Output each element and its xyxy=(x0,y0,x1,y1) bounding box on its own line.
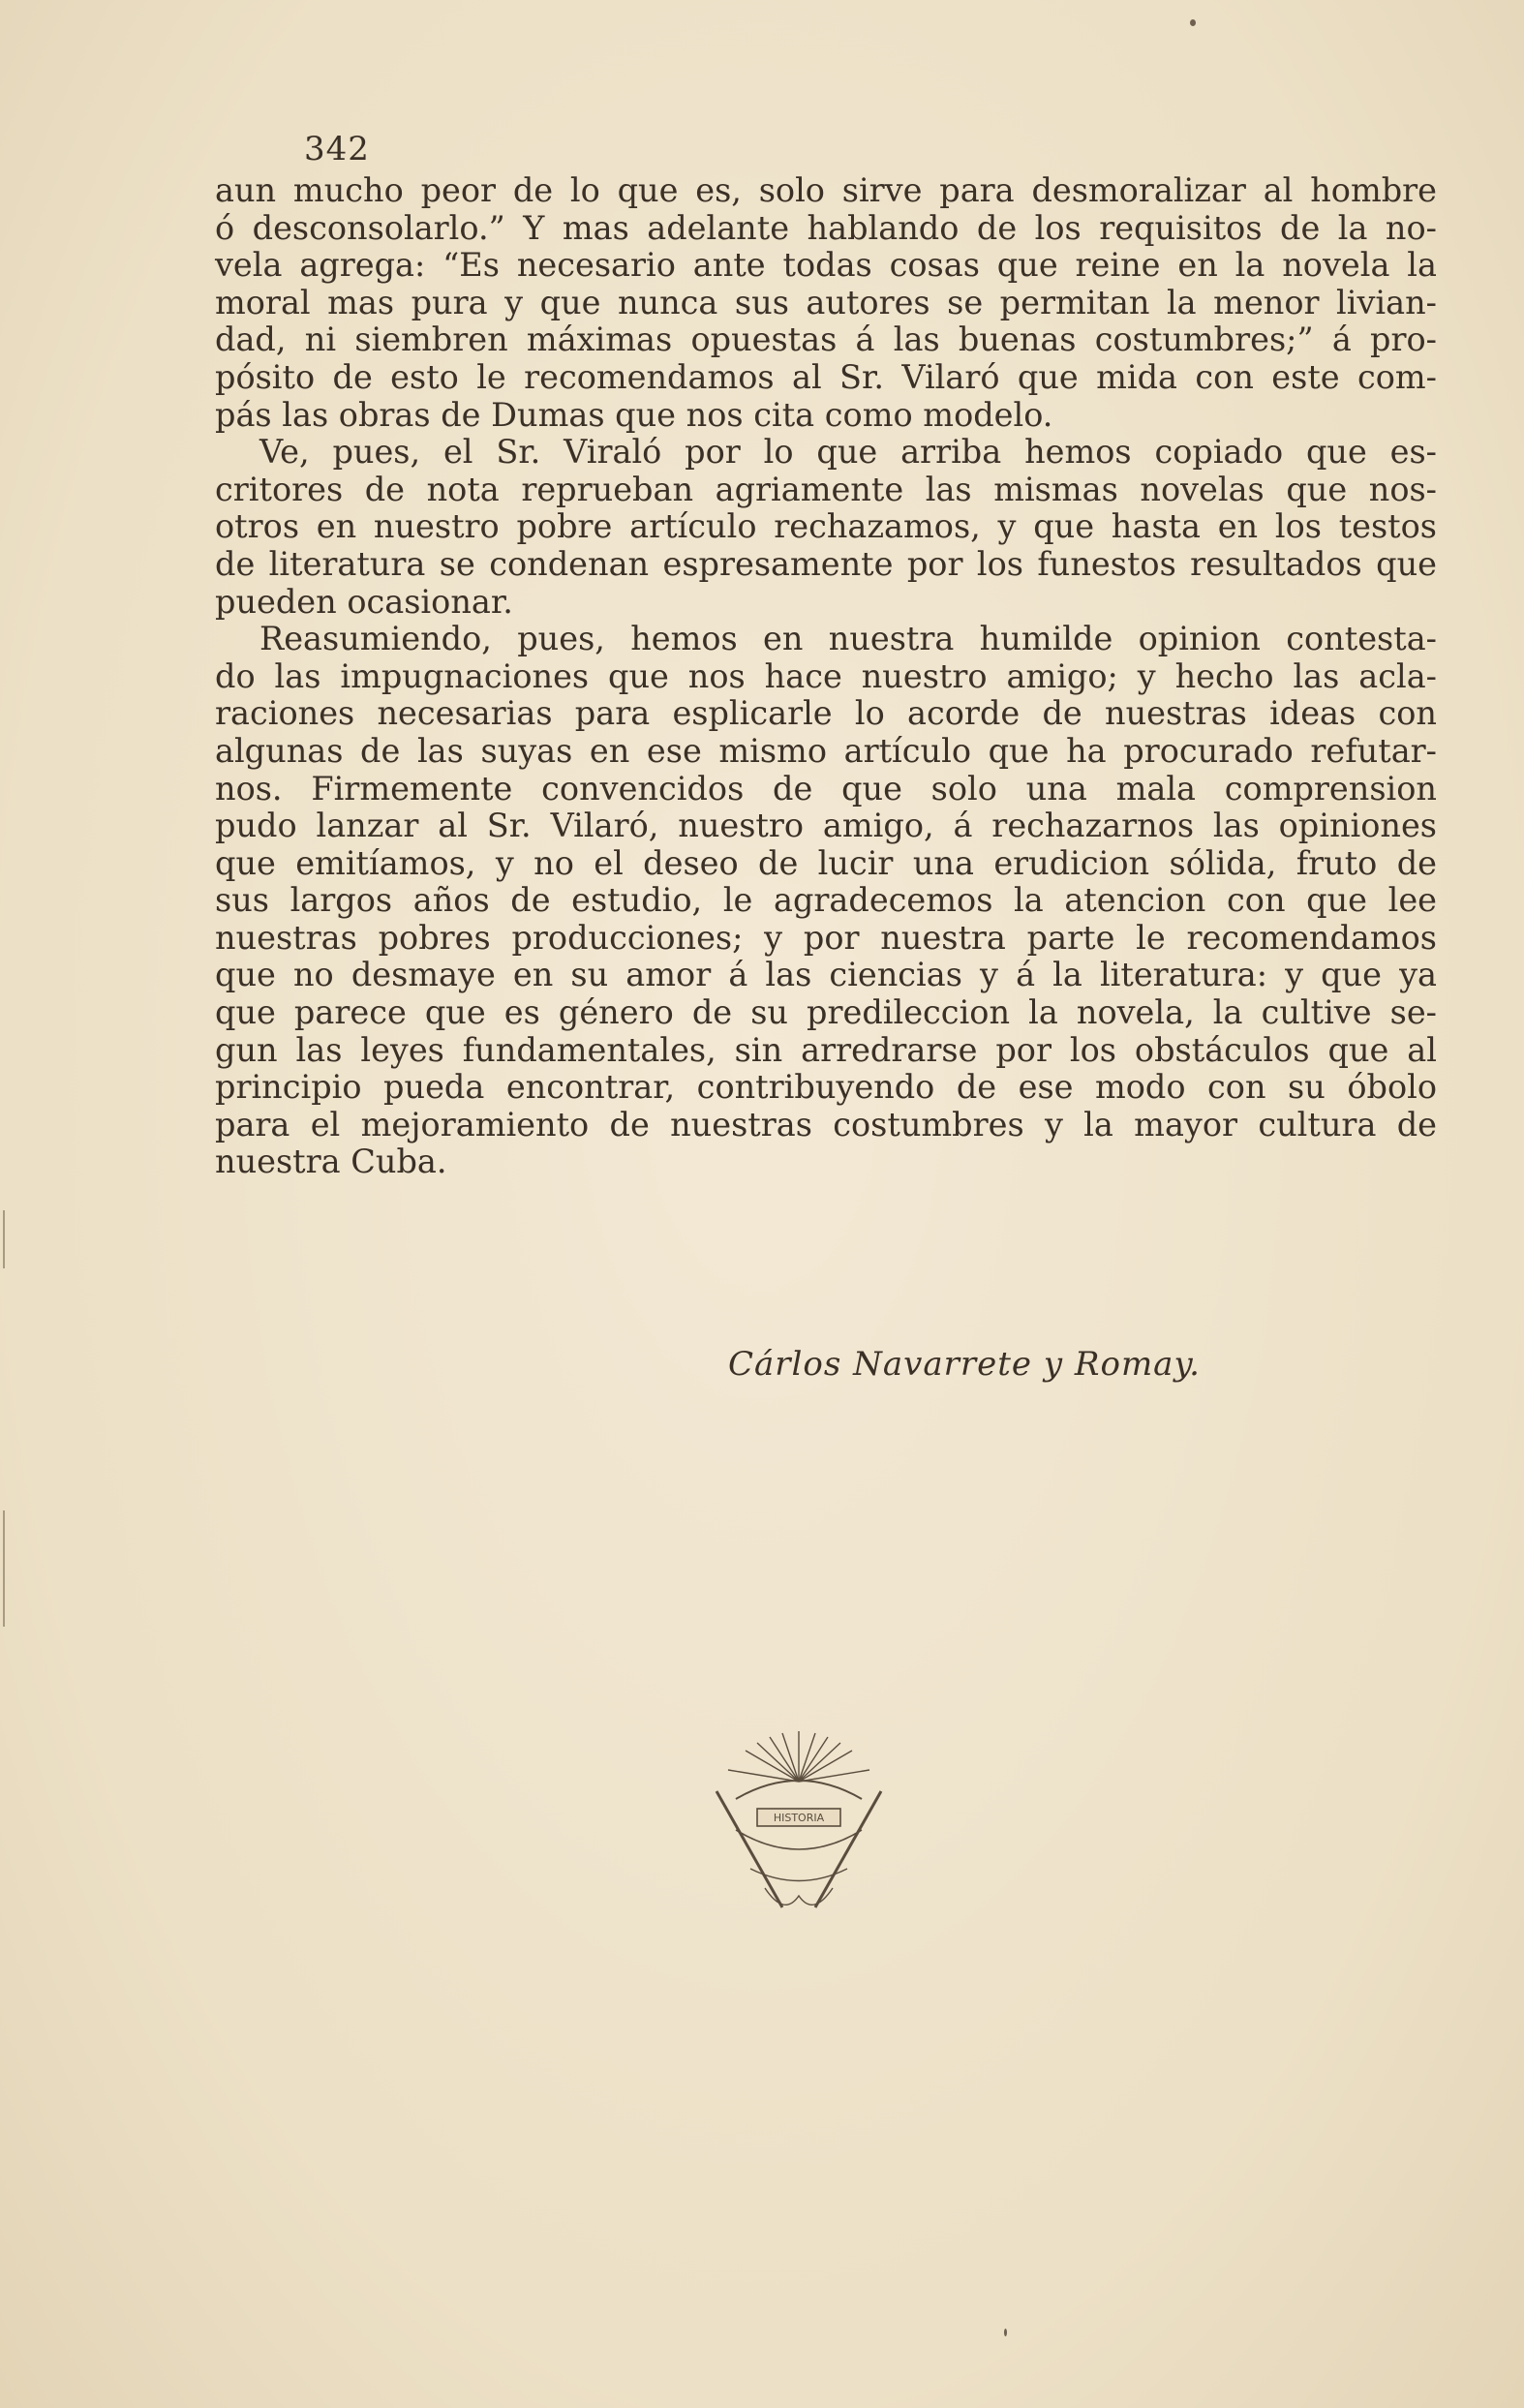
text-line: otros en nuestro pobre artículo rechazamos, y que hasta en los testos xyxy=(215,507,1437,546)
paper-speck xyxy=(1004,2329,1007,2336)
text-line: Reasumiendo, pues, hemos en nuestra humilde opinion contesta- xyxy=(259,620,1437,658)
page-number: 342 xyxy=(304,130,370,168)
binding-edge-mark xyxy=(3,1510,5,1627)
text-line: aun mucho peor de lo que es, solo sirve para desmoralizar al hombre xyxy=(215,171,1437,209)
text-line: gun las leyes fundamentales, sin arredrarse por los obstáculos que al xyxy=(215,1030,1437,1069)
text-line: moral mas pura y que nunca sus autores se permitan la menor livian- xyxy=(215,283,1437,321)
text-line: que no desmaye en su amor á las ciencias y á la literatura: y que ya xyxy=(215,956,1437,994)
paper-speck xyxy=(1190,19,1196,26)
author-signature: Cárlos Navarrete y Romay. xyxy=(728,1345,1201,1384)
text-line: nuestras pobres producciones; y por nuestra parte le recomendamos xyxy=(215,918,1437,957)
text-line: dad, ni siembren máximas opuestas á las buenas costumbres;” á pro- xyxy=(215,320,1437,359)
ornament-banner-text: HISTORIA xyxy=(773,1812,825,1824)
text-line: raciones necesarias para esplicarle lo acorde de nuestras ideas con xyxy=(215,694,1437,733)
text-line: pudo lanzar al Sr. Vilaró, nuestro amigo, á rechazarnos las opiniones xyxy=(215,807,1437,845)
text-line: que parece que es género de su predileccion la novela, la cultive se- xyxy=(215,993,1437,1032)
text-line: nuestra Cuba. xyxy=(215,1143,447,1181)
text-line: do las impugnaciones que nos hace nuestro amigo; y hecho las acla- xyxy=(215,656,1437,695)
text-line: ó desconsolarlo.” Y mas adelante hablando de los requisitos de la no- xyxy=(215,208,1437,247)
text-line: algunas de las suyas en ese mismo artículo que ha procurado refutar- xyxy=(215,731,1437,770)
text-line: vela agrega: “Es necesario ante todas cosas que reine en la novela la xyxy=(215,246,1437,285)
body-text xyxy=(215,172,1437,1181)
ornament-vignette-icon xyxy=(678,1723,920,1927)
text-line: principio pueda encontrar, contribuyendo de ese modo con su óbolo xyxy=(215,1068,1437,1107)
text-line: critores de nota reprueban agriamente las mismas novelas que nos- xyxy=(215,470,1437,508)
binding-edge-mark xyxy=(3,1210,5,1268)
text-line: pás las obras de Dumas que nos cita como modelo. xyxy=(215,395,1053,434)
text-line: pueden ocasionar. xyxy=(215,582,513,621)
text-line: sus largos años de estudio, le agradecemos la atencion con que lee xyxy=(215,881,1437,920)
text-line: de literatura se condenan espresamente por los funestos resultados que xyxy=(215,544,1437,583)
text-line: Ve, pues, el Sr. Viraló por lo que arriba hemos copiado que es- xyxy=(259,433,1437,472)
sunburst-rays xyxy=(728,1731,869,1782)
text-line: pósito de esto le recomendamos al Sr. Vilaró que mida con este com- xyxy=(215,357,1437,396)
text-line: que emitíamos, y no el deseo de lucir una erudicion sólida, fruto de xyxy=(215,843,1437,882)
text-line: para el mejoramiento de nuestras costumbres y la mayor cultura de xyxy=(215,1105,1437,1143)
text-line: nos. Firmemente convencidos de que solo una mala comprension xyxy=(215,769,1437,808)
